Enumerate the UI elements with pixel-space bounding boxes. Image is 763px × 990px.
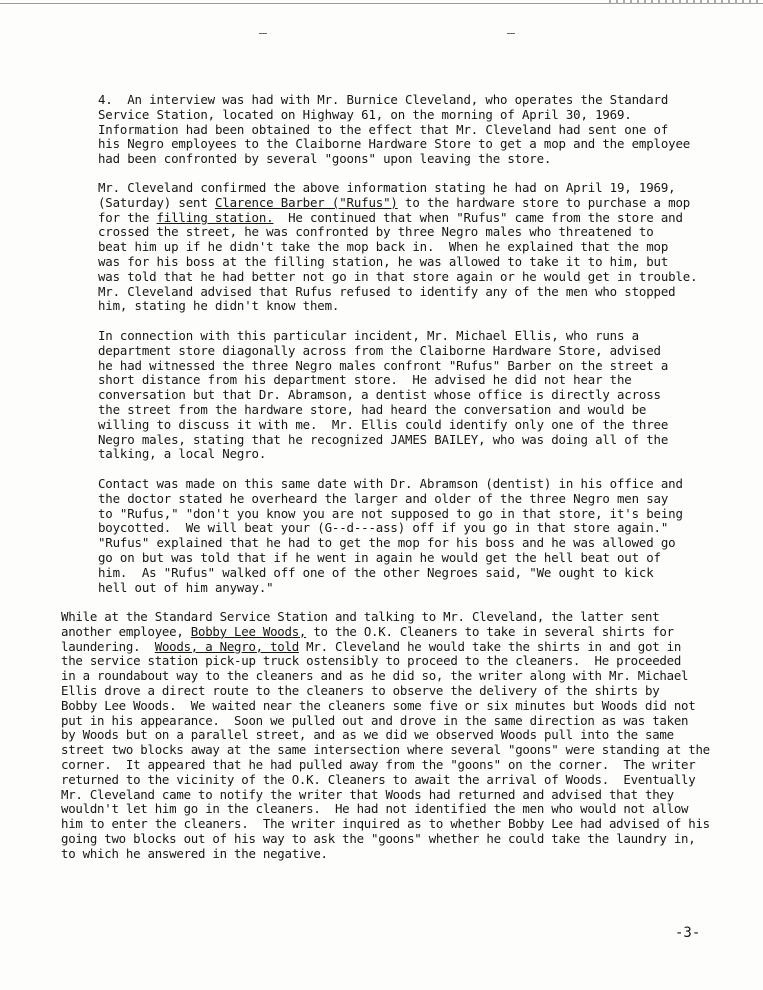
text-line: he had witnessed the three Negro males confront "Rufus" Barber on the street a [98, 357, 669, 373]
text-line: talking, a local Negro. [98, 446, 267, 462]
text-line: crossed the street, he was confronted by three Negro males who threatened to [98, 224, 654, 240]
text-line: him, stating he didn't know them. [98, 298, 340, 314]
text-line: Negro males, stating that he recognized JAMES BAILEY, who was doing all of the [98, 431, 669, 447]
text-line: Bobby Lee Woods. We waited near the cleaners some five or six minutes but Woods did not [61, 697, 696, 713]
text-line: beat him up if he didn't take the mop back in. When he explained that the mop [98, 239, 669, 255]
text-line: going two blocks out of his way to ask the "goons" whether he could take the laundry in, [61, 830, 696, 846]
text-line: in a roundabout way to the cleaners and as he did so, the writer along with Mr. Michael [61, 668, 689, 684]
text-line: to which he answered in the negative. [61, 845, 328, 861]
text-line: returned to the vicinity of the O.K. Cleaners to await the arrival of Woods. Eventually [61, 771, 696, 787]
top-edge-ticks [609, 0, 759, 4]
text-line: corner. It appeared that he had pulled away from the "goons" on the corner. The writer [61, 756, 696, 772]
text-line: put in his appearance. Soon we pulled out and drove in the same direction as was taken [61, 712, 689, 728]
text-line: go on but was told that if he went in again he would get the hell beat out of [98, 549, 661, 565]
text-line: Ellis drove a direct route to the cleaners to observe the delivery of the shirts by [61, 682, 660, 698]
text-line: "Rufus" explained that he had to get the mop for his boss and he was allowed go [98, 535, 676, 551]
text-line: laundering. Woods, a Negro, told Mr. Cleveland he would take the shirts in and got in [61, 638, 682, 654]
text-line: was told that he had better not go in that store again or he would get in trouble. [98, 268, 698, 284]
text-line: the doctor stated he overheard the larger and older of the three Negro men say [98, 490, 669, 506]
text-line: hell out of him anyway." [98, 579, 274, 595]
text-line: wouldn't let him go in the cleaners. He had not identified the men who would not allow [61, 801, 689, 817]
margin-mark [259, 33, 267, 34]
text-line: was for his boss at the filling station, he was allowed to take it to him, but [98, 253, 669, 269]
text-line: willing to discuss it with me. Mr. Ellis could identify only one of the three [98, 416, 669, 432]
text-line: the street from the hardware store, had heard the conversation and would be [98, 401, 647, 417]
paragraph-5 [61, 610, 710, 862]
margin-mark [507, 33, 515, 34]
text-line: Mr. Cleveland came to notify the writer that Woods had returned and advised that they [61, 786, 674, 802]
text-line: Contact was made on this same date with Dr. Abramson (dentist) in his office and [98, 476, 683, 491]
text-line: him. As "Rufus" walked off one of the other Negroes said, "We ought to kick [98, 564, 654, 580]
text-line: department store diagonally across from the Claiborne Hardware Store, advised [98, 342, 661, 358]
text-line: had been confronted by several "goons" upon leaving the store. [98, 151, 552, 167]
text-line: short distance from his department store. He advised he did not hear the [98, 372, 632, 388]
text-line: Mr. Cleveland advised that Rufus refused to identify any of the men who stopped [98, 283, 676, 299]
text-line: 4. An interview was had with Mr. Burnice Cleveland, who operates the Standard [98, 92, 669, 107]
paragraph-1 [98, 93, 690, 167]
text-line: Information had been obtained to the effect that Mr. Cleveland had sent one of [98, 121, 669, 137]
text-line: another employee, Bobby Lee Woods, to the O.K. Cleaners to take in several shirts for [61, 623, 674, 639]
text-line: for the filling station. He continued that when "Rufus" came from the store and [98, 209, 683, 225]
text-line: to "Rufus," "don't you know you are not supposed to go in that store, it's being [98, 505, 683, 521]
paragraph-4 [98, 477, 683, 595]
text-line: While at the Standard Service Station and talking to Mr. Cleveland, the latter sent [61, 609, 660, 624]
text-line: Mr. Cleveland confirmed the above information stating he had on April 19, 1969, [98, 180, 676, 195]
text-line: In connection with this particular incident, Mr. Michael Ellis, who runs a [98, 328, 639, 343]
text-line: his Negro employees to the Claiborne Hardware Store to get a mop and the employee [98, 136, 691, 152]
text-line: him to enter the cleaners. The writer inquired as to whether Bobby Lee had advised of his [61, 816, 710, 832]
text-line: by Woods but on a parallel street, and as we did we observed Woods pull into the same [61, 727, 674, 743]
text-line: boycotted. We will beat your (G--d---ass) off if you go in that store again." [98, 520, 669, 536]
text-line: (Saturday) sent Clarence Barber ("Rufus") to the hardware store to purchase a mop [98, 194, 691, 210]
text-line: Service Station, located on Highway 61, on the morning of April 30, 1969. [98, 106, 632, 122]
page-number: -3- [675, 925, 701, 941]
text-line: the service station pick-up truck ostensibly to proceed to the cleaners. He proceeded [61, 653, 682, 669]
paragraph-2 [98, 181, 697, 314]
paragraph-3 [98, 329, 668, 462]
text-line: street two blocks away at the same intersection where several "goons" were standing at the [61, 742, 710, 758]
text-line: conversation but that Dr. Abramson, a dentist whose office is directly across [98, 387, 661, 403]
